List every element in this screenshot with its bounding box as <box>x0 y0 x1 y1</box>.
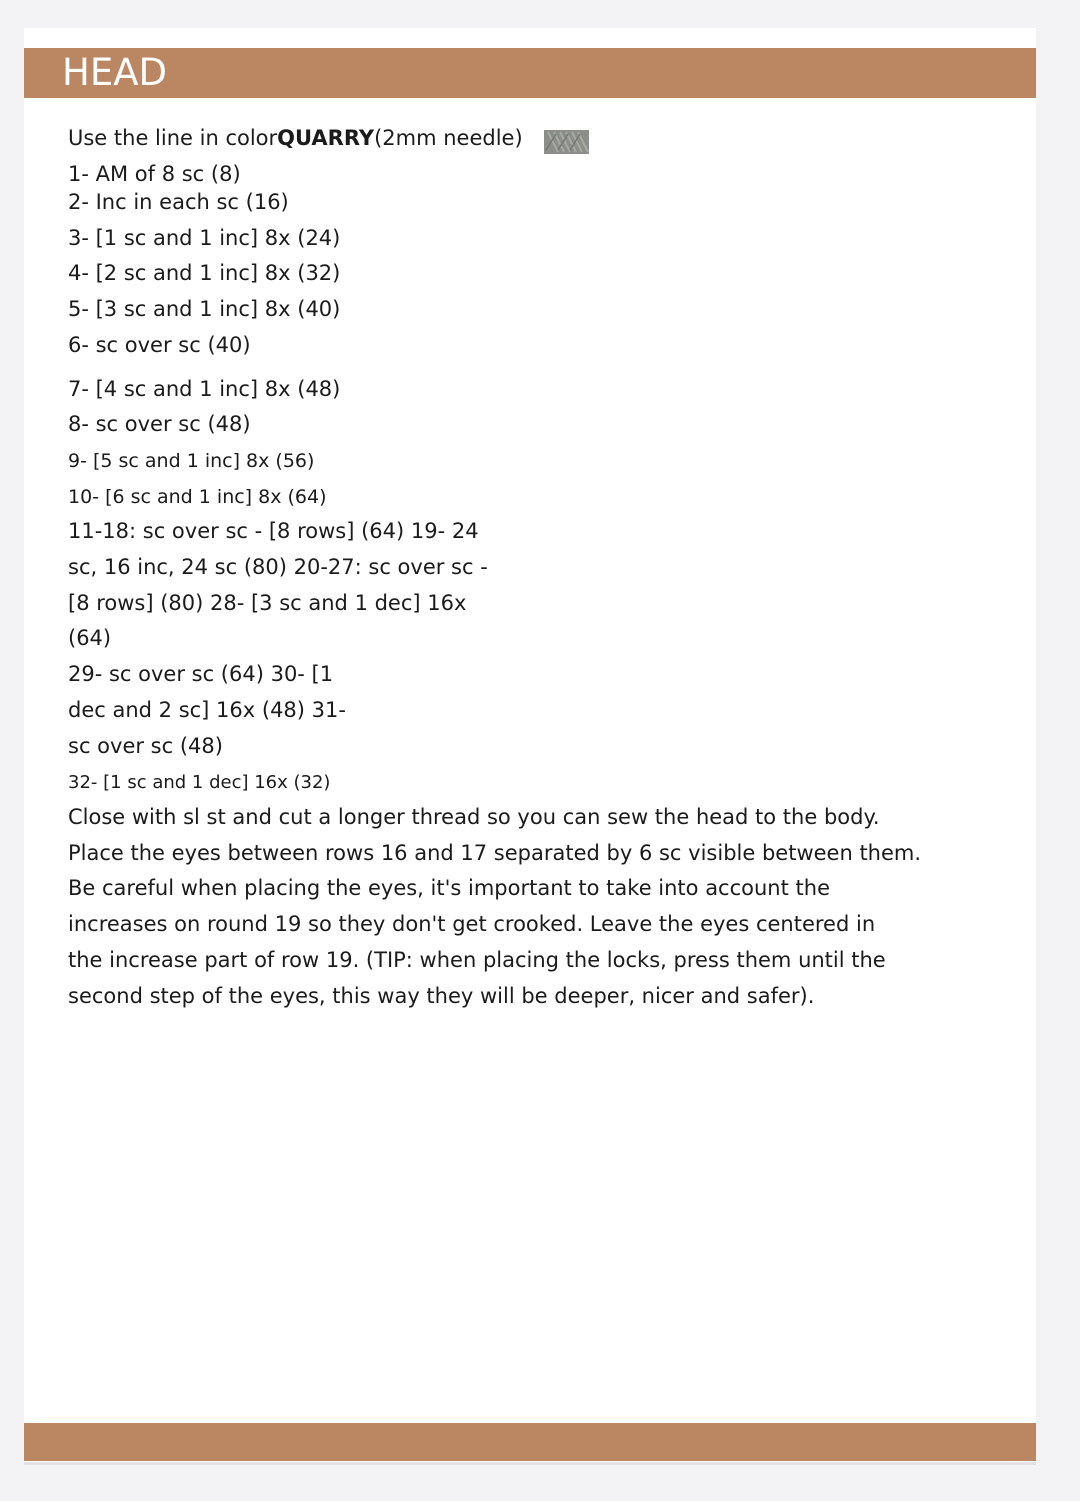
row-line: 3- [1 sc and 1 inc] 8x (24) <box>68 226 341 250</box>
footer-bar <box>24 1423 1036 1461</box>
instruction-line: second step of the eyes, this way they will be deeper, nicer and safer). <box>68 984 815 1008</box>
page-edge-shadow <box>24 1462 1036 1465</box>
intro-line <box>68 125 523 151</box>
row-line: [8 rows] (80) 28- [3 sc and 1 dec] 16x <box>68 591 467 615</box>
row-line: sc over sc (48) <box>68 734 223 758</box>
row-line: 32- [1 sc and 1 dec] 16x (32) <box>68 772 331 793</box>
intro-prefix: Use the line in color <box>68 126 278 150</box>
row-line: sc, 16 inc, 24 sc (80) 20-27: sc over sc - <box>68 555 488 579</box>
document-page <box>24 28 1036 1465</box>
row-line: 29- sc over sc (64) 30- [1 <box>68 662 334 686</box>
row-line: 5- [3 sc and 1 inc] 8x (40) <box>68 297 341 321</box>
instruction-line: increases on round 19 so they don't get crooked. Leave the eyes centered in <box>68 912 876 936</box>
instruction-line: Place the eyes between rows 16 and 17 separated by 6 sc visible between them. <box>68 841 922 865</box>
row-line: 9- [5 sc and 1 inc] 8x (56) <box>68 450 315 472</box>
instruction-line: the increase part of row 19. (TIP: when placing the locks, press them until the <box>68 948 886 972</box>
row-line: (64) <box>68 626 112 650</box>
row-line: 4- [2 sc and 1 inc] 8x (32) <box>68 261 341 285</box>
row-line: dec and 2 sc] 16x (48) 31- <box>68 698 346 722</box>
row-line: 6- sc over sc (40) <box>68 333 251 357</box>
row-line: 7- [4 sc and 1 inc] 8x (48) <box>68 377 341 401</box>
intro-suffix: (2mm needle) <box>374 126 523 150</box>
row-line: 10- [6 sc and 1 inc] 8x (64) <box>68 486 327 508</box>
row-line: 1- AM of 8 sc (8) <box>68 162 241 186</box>
instruction-line: Close with sl st and cut a longer thread so you can sew the head to the body. <box>68 805 880 829</box>
section-title: HEAD <box>62 51 168 94</box>
row-line: 11-18: sc over sc - [8 rows] (64) 19- 24 <box>68 519 479 543</box>
color-name: QUARRY <box>277 126 375 150</box>
yarn-swatch-icon <box>544 130 589 154</box>
instruction-line: Be careful when placing the eyes, it's important to take into account the <box>68 876 830 900</box>
section-header-bar <box>24 48 1036 98</box>
row-line: 8- sc over sc (48) <box>68 412 251 436</box>
row-line: 2- Inc in each sc (16) <box>68 190 289 214</box>
